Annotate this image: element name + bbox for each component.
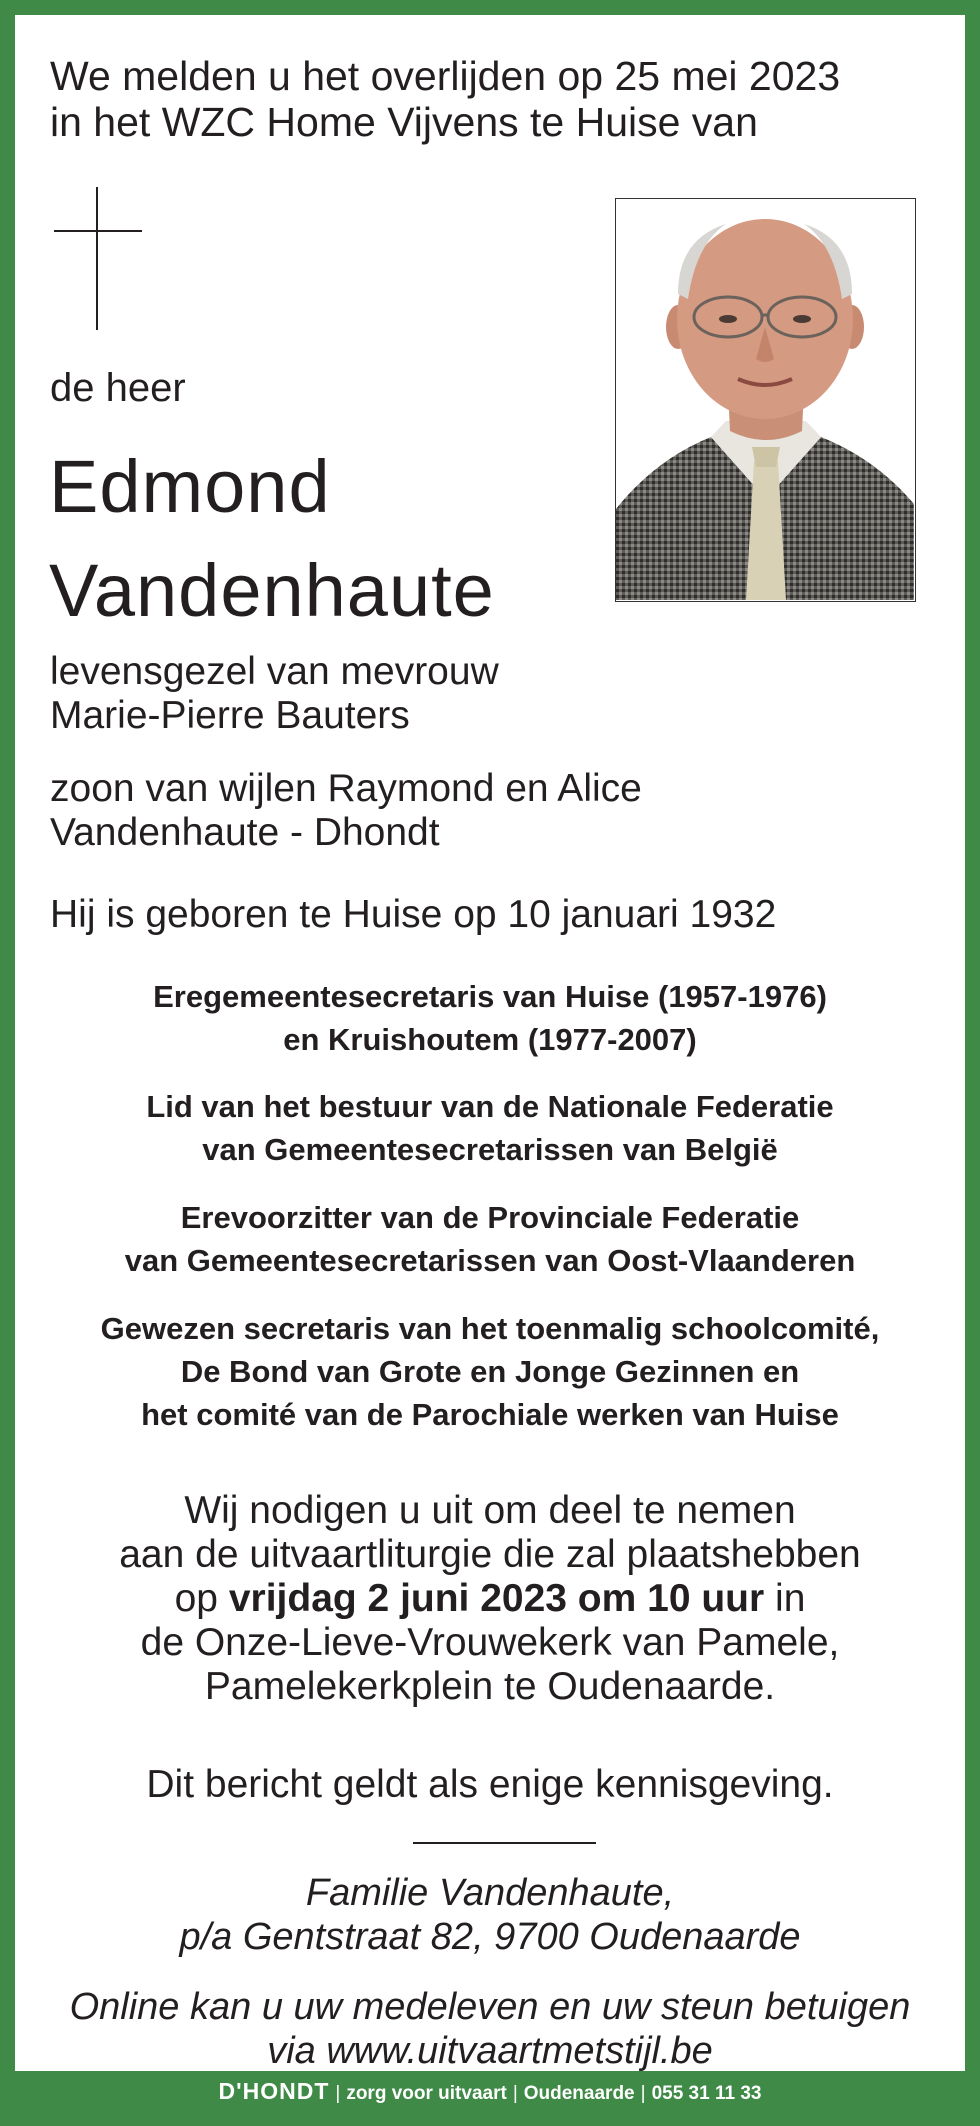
partner-line-2: Marie-Pierre Bauters: [50, 694, 410, 737]
partner-info: [50, 650, 499, 738]
announcement-line-2: in het WZC Home Vijvens te Huise van: [50, 99, 758, 145]
cross-icon-horizontal: [54, 230, 142, 232]
funeral-home-logo: D'HONDT: [218, 2078, 330, 2104]
last-name: Vandenhaute: [49, 549, 495, 632]
function-block: [15, 1196, 965, 1282]
invitation-line-4: de Onze-Lieve-Vrouwekerk van Pamele,: [140, 1621, 840, 1664]
function-block: [15, 1307, 965, 1436]
divider: [413, 1842, 596, 1844]
birth-info: Hij is geboren te Huise op 10 januari 1932: [50, 893, 777, 936]
family-line-2: p/a Gentstraat 82, 9700 Oudenaarde: [179, 1916, 801, 1958]
sole-notice: Dit bericht geldt als enige kennisgeving.: [146, 1763, 834, 1806]
partner-line-1: levensgezel van mevrouw: [50, 650, 499, 693]
family-line-1: Familie Vandenhaute,: [305, 1872, 675, 1914]
invitation-line-2: aan de uitvaartliturgie die zal plaatshebben: [119, 1533, 861, 1576]
deceased-name: [49, 435, 495, 643]
portrait-photo: [615, 198, 916, 602]
footer-separator: |: [512, 2083, 518, 2104]
function-line: het comité van de Parochiale werken van Huise: [141, 1397, 839, 1432]
function-block: [15, 975, 965, 1061]
function-line: Lid van het bestuur van de Nationale Federatie: [146, 1089, 834, 1124]
cross-icon-vertical: [96, 187, 98, 330]
invitation-line-3-post: in: [764, 1577, 806, 1620]
function-line: van Gemeentesecretarissen van Oost-Vlaanderen: [124, 1243, 856, 1278]
function-line: De Bond van Grote en Jonge Gezinnen en: [180, 1354, 800, 1389]
footer-tagline: zorg voor uitvaart: [346, 2083, 507, 2104]
online-line-2[interactable]: via www.uitvaartmetstijl.be: [267, 2030, 713, 2072]
function-line: Gewezen secretaris van het toenmalig schoolcomité,: [100, 1311, 880, 1346]
invitation-line-1: Wij nodigen u uit om deel te nemen: [184, 1489, 796, 1532]
function-block: [15, 1085, 965, 1171]
first-name: Edmond: [49, 445, 331, 528]
footer-separator: |: [335, 2083, 341, 2104]
parents-line-2: Vandenhaute - Dhondt: [50, 811, 440, 854]
portrait-photo-illustration: [616, 199, 914, 600]
function-line: Eregemeentesecretaris van Huise (1957-1976): [153, 979, 827, 1014]
function-line: Erevoorzitter van de Provinciale Federatie: [180, 1200, 800, 1235]
funeral-date-time: vrijdag 2 juni 2023 om 10 uur: [228, 1577, 765, 1620]
footer-separator: |: [640, 2083, 646, 2104]
announcement-line-1: We melden u het overlijden op 25 mei 2023: [50, 53, 841, 99]
function-line: en Kruishoutem (1977-2007): [283, 1022, 697, 1057]
death-announcement: [50, 53, 840, 145]
invitation-line-3-pre: op: [174, 1577, 229, 1620]
funeral-home-footer: [0, 2076, 980, 2106]
obituary-card: [15, 15, 965, 2071]
online-line-1: Online kan u uw medeleven en uw steun betuigen: [69, 1986, 911, 2028]
funeral-invitation: [15, 1489, 965, 1709]
invitation-line-3: [15, 1577, 965, 1621]
footer-city: Oudenaarde: [523, 2083, 635, 2104]
family-address: [15, 1871, 965, 1959]
function-line: van Gemeentesecretarissen van België: [202, 1132, 778, 1167]
footer-phone[interactable]: 055 31 11 33: [651, 2083, 762, 2104]
online-condolence: [15, 1985, 965, 2073]
invitation-line-5: Pamelekerkplein te Oudenaarde.: [204, 1665, 776, 1708]
honorific: de heer: [50, 366, 186, 410]
parents-info: [50, 767, 642, 855]
parents-line-1: zoon van wijlen Raymond en Alice: [50, 767, 642, 810]
